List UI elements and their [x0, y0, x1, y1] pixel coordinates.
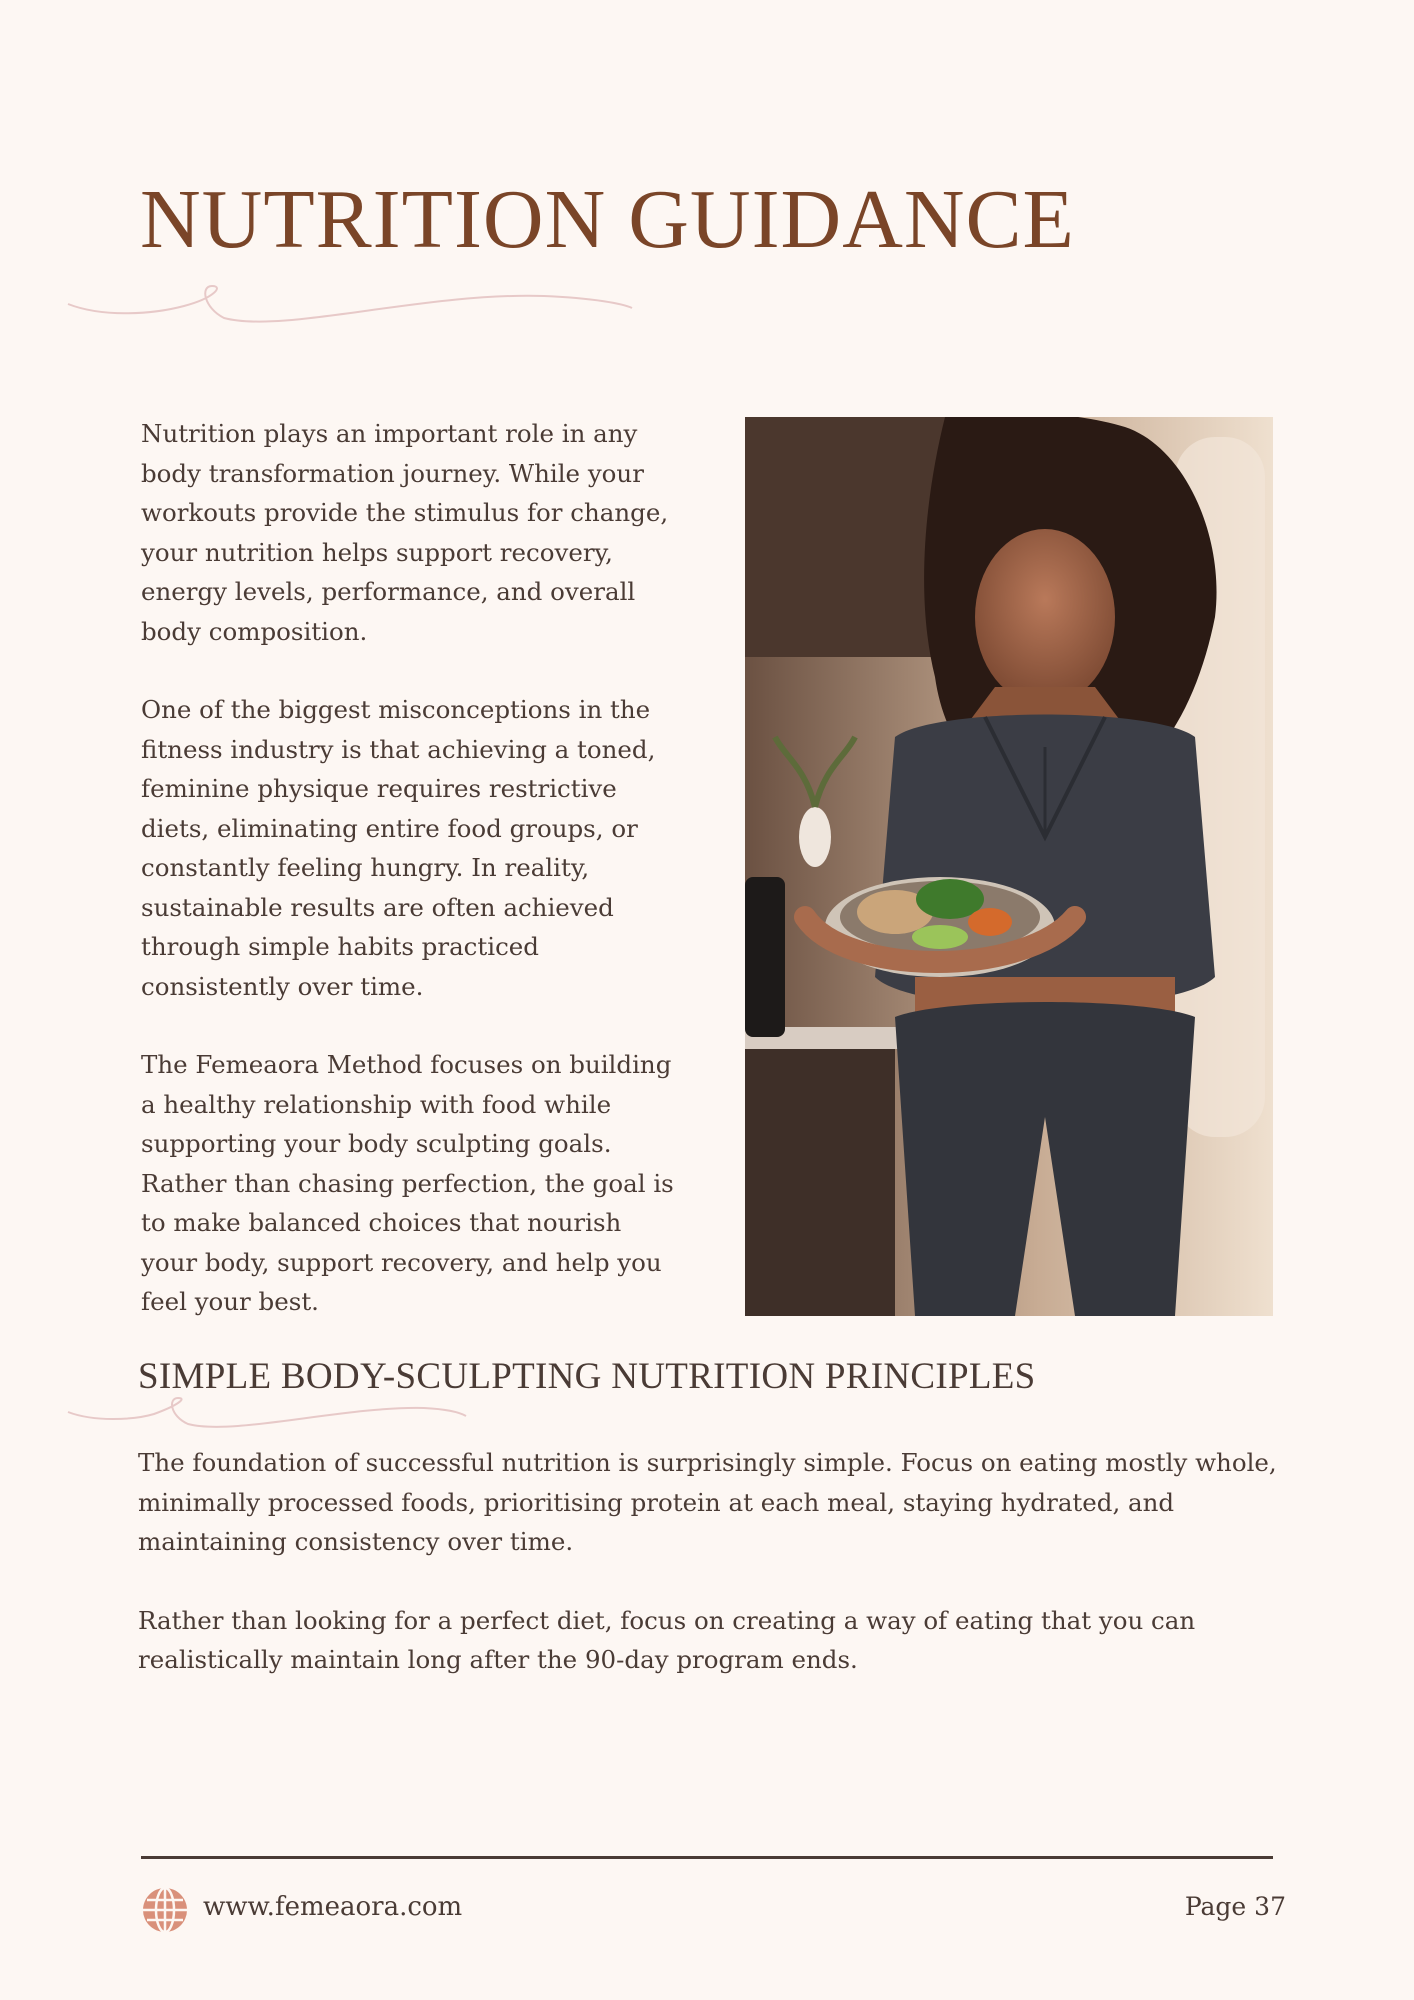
title-swash-decoration	[64, 282, 644, 338]
principles-paragraph: Rather than looking for a perfect diet, focus on creating a way of eating that you can realistically maintain long after the 90-day program ends.	[138, 1605, 1196, 1674]
intro-text-column	[141, 414, 681, 1361]
intro-paragraph: The Femeaora Method focuses on building a healthy relationship with food while supporting your body sculpting goals. Rather than chasing perfection, the goal is to make balanced choices that nourish your body, support recovery, and help you feel your best.	[141, 1050, 674, 1316]
principles-text	[138, 1443, 1288, 1719]
page-title: NUTRITION GUIDANCE	[140, 173, 1075, 266]
website-link[interactable]: www.femeaora.com	[203, 1892, 463, 1922]
globe-icon	[141, 1886, 189, 1934]
intro-paragraph: One of the biggest misconceptions in the fitness industry is that achieving a toned, feminine physique requires restrictive diets, eliminating entire food groups, or constantly feeling hungry. In reality, sustainable results are often achieved through simple habits practiced consistently over time.	[141, 695, 656, 1001]
page-number: Page 37	[1184, 1892, 1286, 1921]
woman-holding-healthy-bowl-photo	[745, 417, 1273, 1316]
footer-divider	[141, 1856, 1273, 1859]
principles-paragraph: The foundation of successful nutrition is surprisingly simple. Focus on eating mostly whole, minimally processed foods, prioritising protein at each meal, staying hydrated, and maintaining consistency over time.	[138, 1448, 1277, 1556]
intro-paragraph: Nutrition plays an important role in any body transformation journey. While your workouts provide the stimulus for change, your nutrition helps support recovery, energy levels, performance, and overall body composition.	[141, 419, 669, 646]
section-heading: SIMPLE BODY-SCULPTING NUTRITION PRINCIPLES	[138, 1356, 1036, 1397]
photo-illustration	[745, 417, 1273, 1316]
section-swash-decoration	[64, 1396, 474, 1436]
